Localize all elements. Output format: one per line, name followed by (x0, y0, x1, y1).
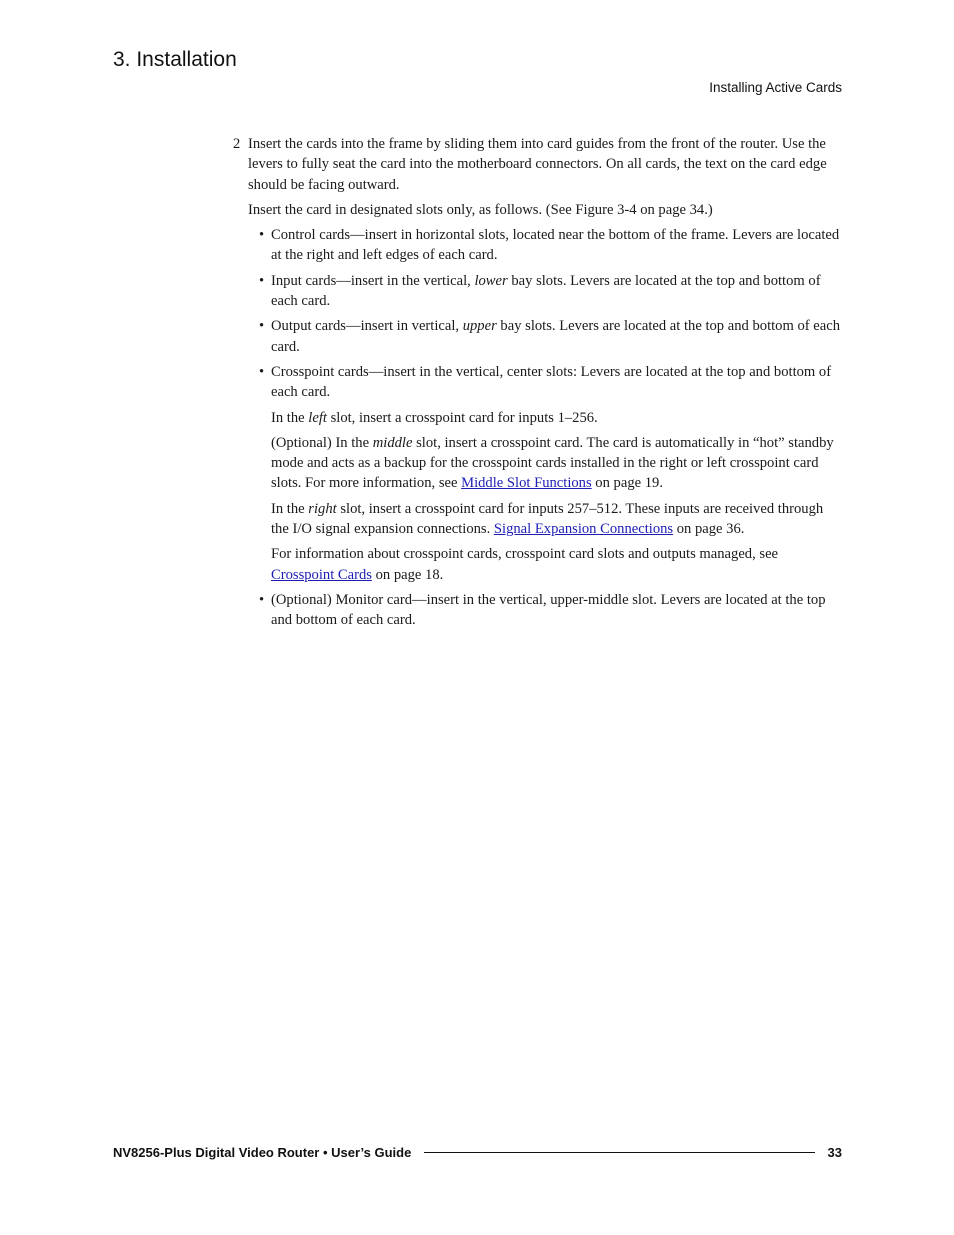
left-pre: In the (271, 409, 309, 426)
list-item-monitor-card (248, 590, 843, 631)
crosspoint-left-slot (271, 408, 843, 428)
footer-rule (424, 1152, 814, 1153)
section-title: Installing Active Cards (709, 80, 842, 95)
desc-output-pre: insert in vertical, (360, 318, 463, 335)
em-dash: — (368, 363, 384, 380)
step-intro: Insert the card in designated slots only, as follows. (See Figure 3-4 on page 34.) (248, 201, 713, 218)
right-pre: In the (271, 500, 309, 517)
emphasis-lower: lower (474, 272, 508, 289)
desc-crosspoint: insert in the vertical, center slots: Levers are located at the top and bottom of each card. (271, 363, 832, 401)
page-content (233, 134, 843, 636)
em-dash: — (336, 272, 351, 289)
middle-tail: on page 19. (591, 475, 663, 492)
crosspoint-middle-slot (271, 433, 843, 494)
term-input-cards: Input cards (271, 272, 337, 289)
emphasis-right: right (308, 500, 337, 517)
right-tail: on page 36. (673, 521, 745, 538)
emphasis-middle: middle (372, 434, 413, 451)
info-tail: on page 18. (371, 566, 444, 583)
list-item-crosspoint-cards (248, 362, 843, 585)
middle-post: slot, insert a crosspoint card. The card is automatically in “hot” standby mode and acts as a backup for the crosspoint cards installed in the right or left crosspoint card slots. For more information, see (271, 434, 834, 492)
desc-input-post: bay slots. Levers are located at the top and bottom of each card. (271, 272, 821, 310)
page-number: 33 (827, 1145, 842, 1160)
desc-output-post: bay slots. Levers are located at the top and bottom of each card. (271, 318, 841, 355)
desc-input-pre: insert in the vertical, (350, 272, 475, 289)
step-number: 2 (233, 136, 241, 152)
page-footer (113, 1145, 842, 1160)
info-pre: For information about crosspoint cards, crosspoint card slots and outputs managed, see (271, 546, 779, 563)
footer-title: NV8256-Plus Digital Video Router • User’s Guide (113, 1145, 412, 1160)
link-crosspoint-cards[interactable]: Crosspoint Cards (271, 566, 372, 583)
list-item-control-cards (248, 225, 843, 266)
em-dash: — (345, 318, 361, 335)
em-dash: — (350, 227, 365, 244)
middle-pre: (Optional) In the (271, 434, 373, 451)
desc-control-cards: insert in horizontal slots, located near the bottom of the frame. Levers are located at the right and left edges of each card. (271, 227, 840, 264)
card-slot-list (248, 225, 843, 630)
desc-monitor-card: insert in the vertical, upper-middle slot. Levers are located at the top and bottom of each card. (271, 591, 826, 629)
link-signal-expansion-connections[interactable]: Signal Expansion Connections (493, 521, 674, 538)
list-item-input-cards (248, 271, 843, 312)
term-output-cards: Output cards (271, 318, 346, 335)
step-2 (233, 134, 843, 631)
emphasis-upper: upper (462, 318, 497, 335)
link-middle-slot-functions[interactable]: Middle Slot Functions (461, 475, 592, 492)
em-dash: — (412, 591, 427, 608)
list-item-output-cards (248, 316, 843, 357)
step-text: Insert the cards into the frame by sliding them into card guides from the front of the router. Use the levers to fully seat the card into the motherboard connectors. On all cards, the text on the card edge should be facing outward. (248, 136, 827, 193)
crosspoint-info (271, 544, 843, 585)
term-monitor-card: (Optional) Monitor card (271, 591, 413, 608)
crosspoint-main (271, 362, 843, 403)
term-crosspoint-cards: Crosspoint cards (271, 363, 369, 380)
crosspoint-right-slot (271, 499, 843, 540)
right-post: slot, insert a crosspoint card for inputs 257–512. These inputs are received through the I/O signal expansion connections. (271, 500, 824, 538)
chapter-title: 3. Installation (113, 48, 237, 71)
emphasis-left: left (308, 409, 327, 426)
left-post: slot, insert a crosspoint card for inputs 1–256. (326, 409, 598, 426)
term-control-cards: Control cards (271, 227, 351, 244)
